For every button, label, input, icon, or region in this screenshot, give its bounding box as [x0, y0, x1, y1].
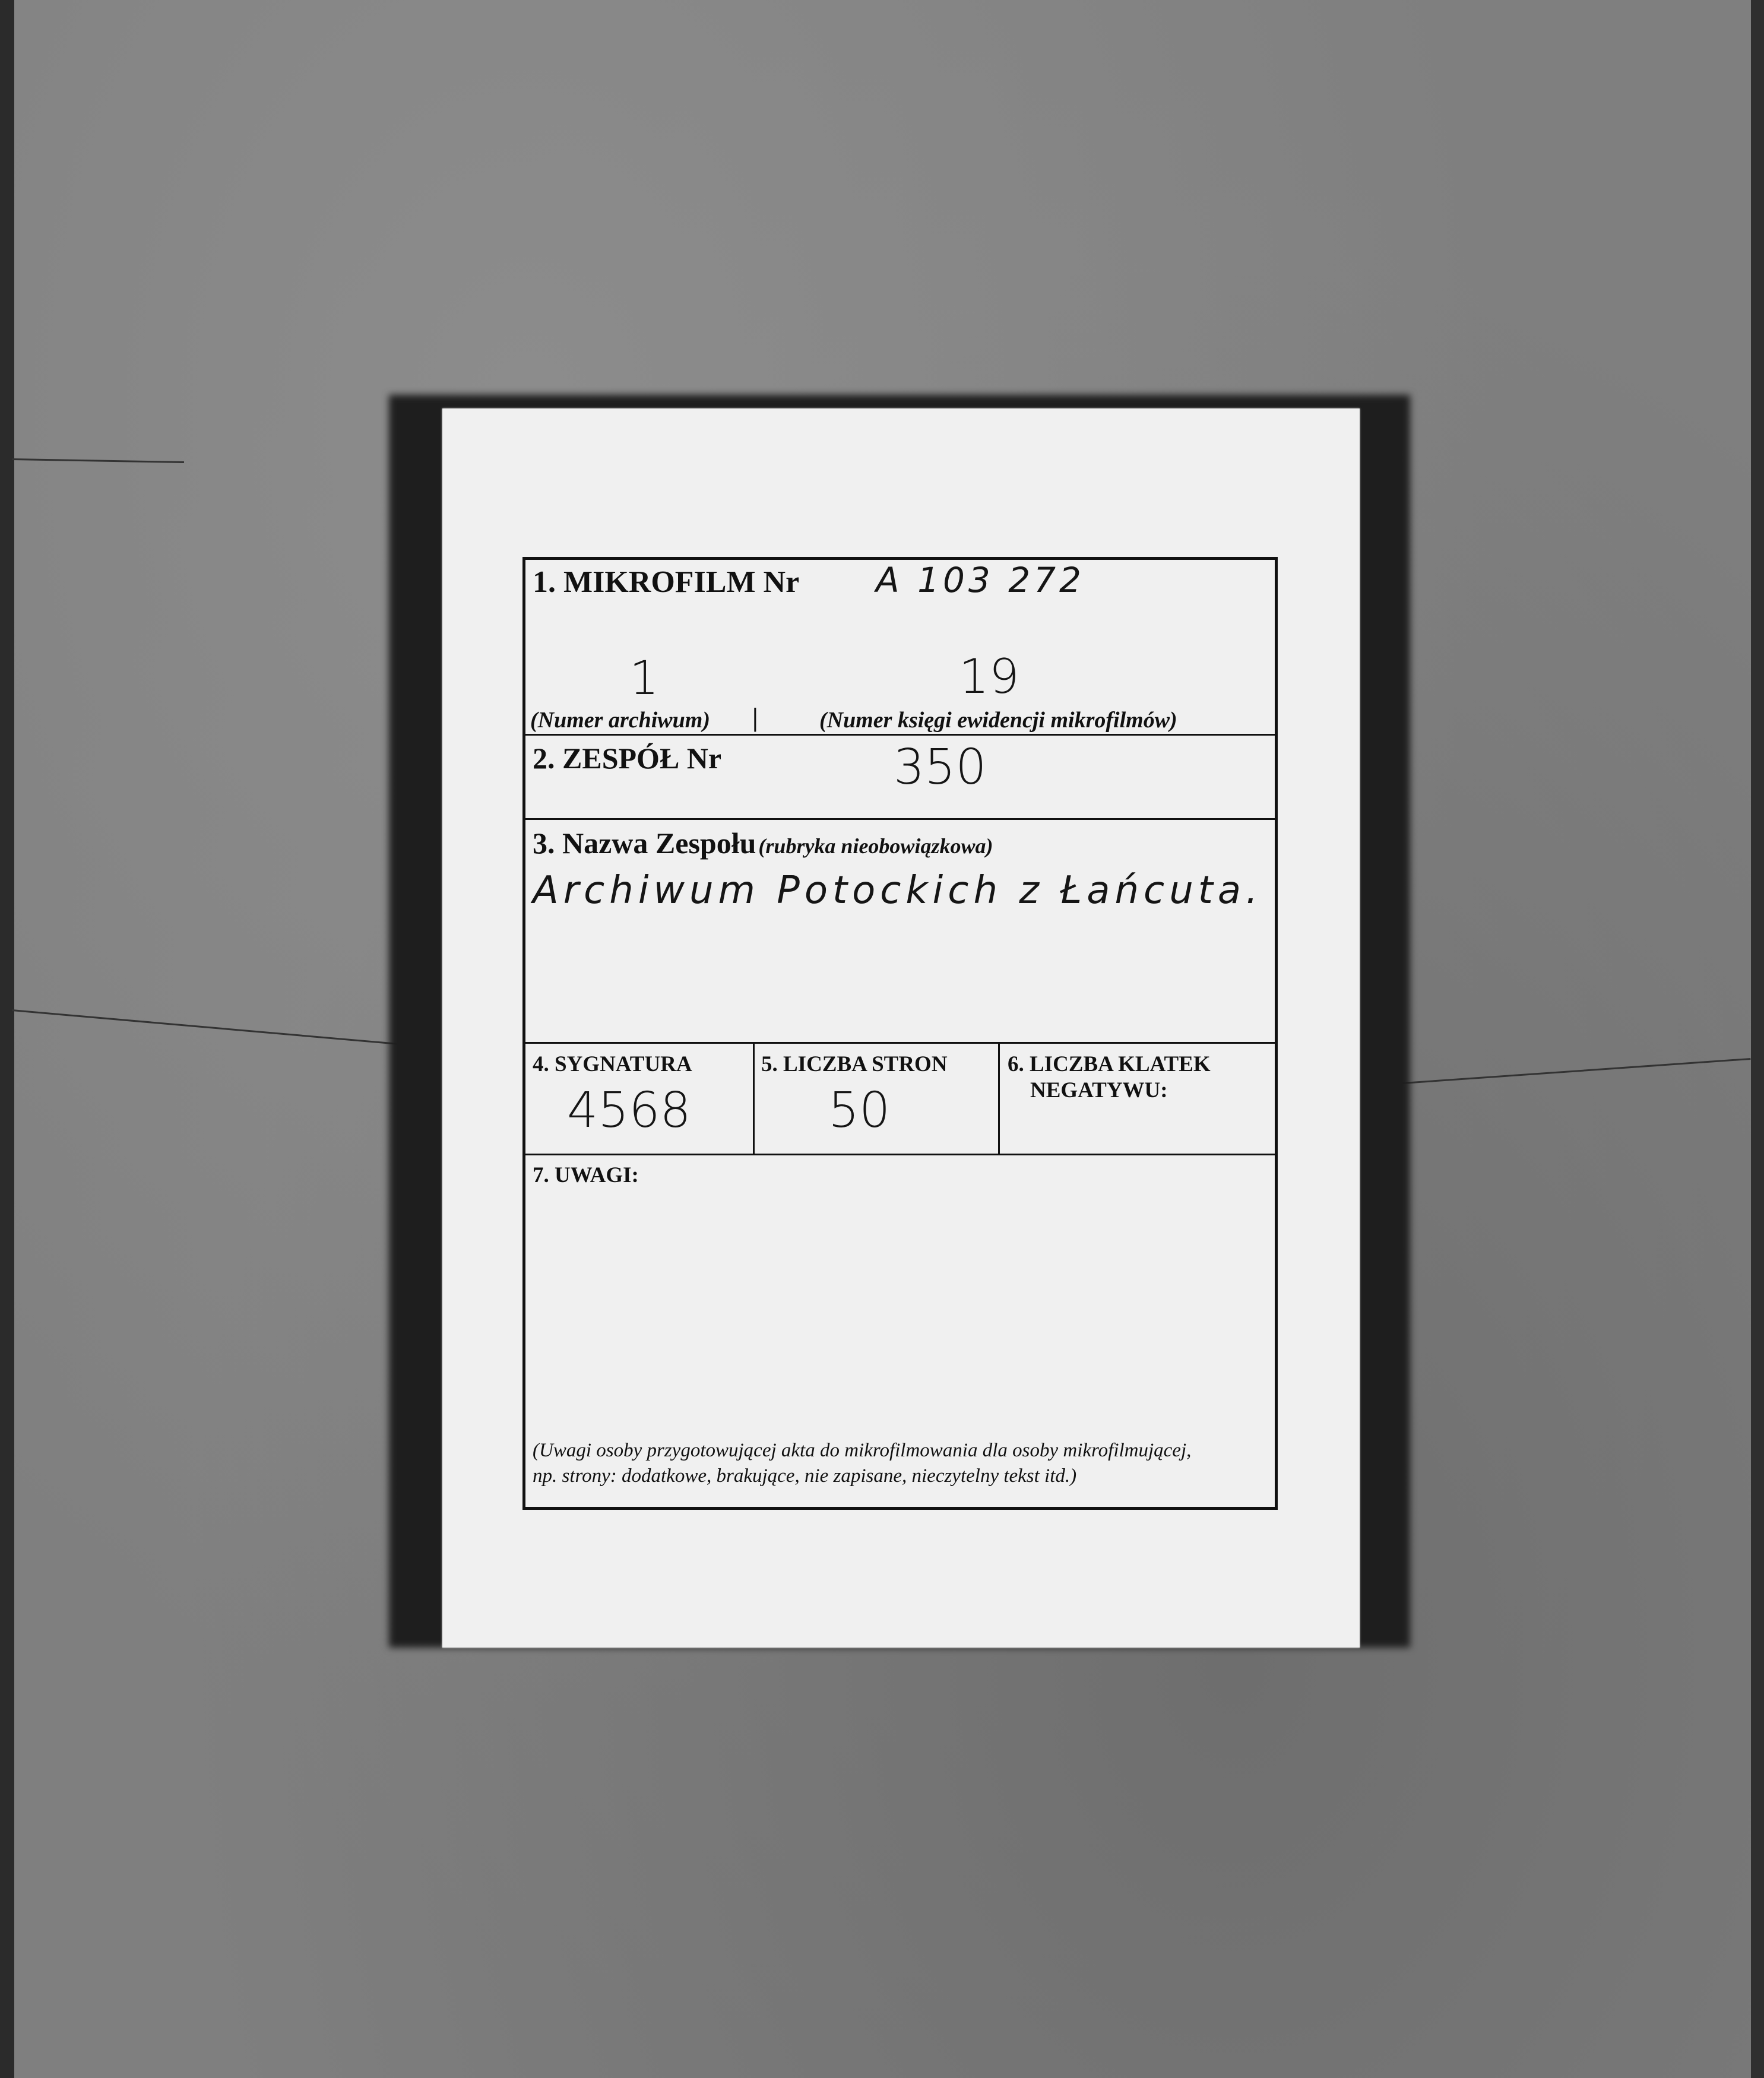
archive-number-caption: (Numer archiwum)	[530, 708, 710, 733]
divider-1	[525, 734, 1275, 736]
remarks-footnote-line2: np. strony: dodatkowe, brakujące, nie zapisane, nieczytelny tekst itd.)	[533, 1465, 1077, 1487]
microfilm-form	[522, 557, 1278, 1510]
divider-2	[525, 818, 1275, 820]
section6-label-line1: 6. LICZBA KLATEK	[1008, 1052, 1211, 1076]
divider-3	[525, 1042, 1275, 1044]
section3-note: (rubryka nieobowiązkowa)	[758, 834, 993, 858]
zespol-name: Archiwum Potockich z Łańcuta.	[533, 869, 1263, 913]
section4-label: 4. SYGNATURA	[533, 1052, 692, 1076]
film-edge-left	[0, 0, 14, 2078]
zespol-number: 350	[894, 739, 987, 796]
microfilm-number: A 103 272	[876, 560, 1085, 600]
section3-label: 3. Nazwa Zespołu	[533, 826, 756, 860]
column-divider-1	[753, 1042, 755, 1154]
register-caption: (Numer księgi ewidencji mikrofilmów)	[819, 708, 1177, 733]
section2-label: 2. ZESPÓŁ Nr	[533, 742, 722, 775]
scratch-line	[12, 458, 184, 463]
section1-label: 1. MIKROFILM Nr	[533, 565, 800, 599]
divider-4	[525, 1154, 1275, 1155]
scratch-line	[12, 1009, 438, 1048]
column-divider-2	[998, 1042, 1000, 1154]
section5-label: 5. LICZBA STRON	[761, 1052, 948, 1076]
page-count-value: 50	[828, 1082, 891, 1139]
scratch-line	[1360, 1058, 1751, 1087]
section6-label-line2: NEGATYWU:	[1030, 1078, 1168, 1103]
archive-number: 1	[629, 652, 659, 705]
remarks-footnote-line1: (Uwagi osoby przygotowującej akta do mikrofilmowania dla osoby mikrofilmującej,	[533, 1440, 1192, 1461]
section7-label: 7. UWAGI:	[533, 1163, 639, 1187]
signature-value: 4568	[567, 1082, 691, 1139]
film-edge-right	[1751, 0, 1764, 2078]
register-number: 19	[959, 649, 1019, 704]
section3-heading	[533, 826, 993, 860]
caption-separator: |	[752, 703, 758, 732]
microfilm-card	[442, 408, 1360, 1648]
